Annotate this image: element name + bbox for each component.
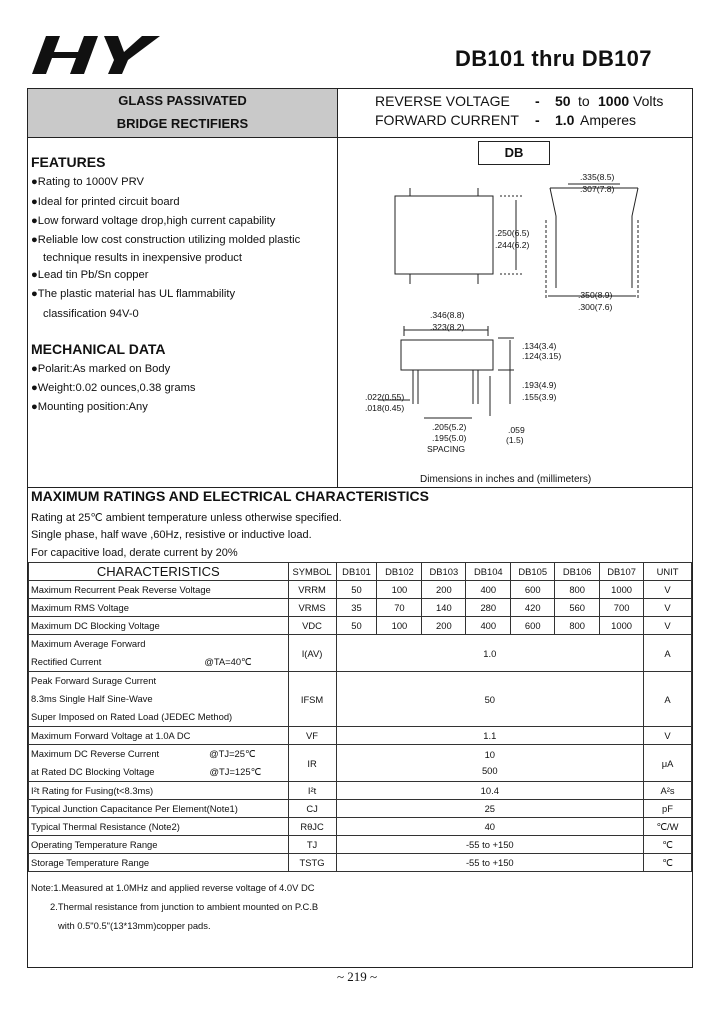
header-cell: DB107	[600, 563, 644, 581]
dim-label: .059	[508, 425, 525, 435]
dim-label: .300(7.6)	[578, 302, 613, 312]
product-type-line1: GLASS PASSIVATED	[118, 93, 247, 108]
header-cell: DB103	[422, 563, 466, 581]
dim-label: .193(4.9)	[522, 380, 557, 390]
header-cell: SYMBOL	[288, 563, 336, 581]
dim-label: .250(6.5)	[495, 228, 530, 238]
mechanical-item: ●Polarit:As marked on Body	[31, 363, 171, 375]
table-row: Maximum Recurrent Peak Reverse Voltage VRRM 50 100 200 400 600 800 1000 V	[29, 581, 692, 599]
header-cell: DB106	[555, 563, 600, 581]
dim-label: .124(3.15)	[522, 351, 562, 361]
header-cell: UNIT	[644, 563, 692, 581]
mechanical-item: ●Mounting position:Any	[31, 401, 148, 413]
table-row: Typical Junction Capacitance Per Element(Note1) CJ 25 pF	[29, 800, 692, 818]
note-line: with 0.5"0.5"(13*13mm)copper pads.	[58, 920, 211, 931]
ratings-line: Rating at 25℃ ambient temperature unless otherwise specified.	[31, 512, 342, 524]
dim-label: .244(6.2)	[495, 240, 530, 250]
dim-label: .307(7.8)	[580, 184, 615, 194]
table-row: Typical Thermal Resistance (Note2) RθJC 40 ℃/W	[29, 818, 692, 836]
note-line: Note:1.Measured at 1.0MHz and applied reverse voltage of 4.0V DC	[31, 882, 315, 893]
dim-label: .350(8.9)	[578, 290, 613, 300]
dim-label: SPACING	[427, 444, 466, 454]
table-row: Operating Temperature Range TJ -55 to +150 ℃	[29, 836, 692, 854]
dim-label: .346(8.8)	[430, 310, 465, 320]
table-header-row	[29, 563, 692, 581]
dim-label: .195(5.0)	[432, 433, 467, 443]
dim-label: .323(8.2)	[430, 322, 465, 332]
dim-label: .335(8.5)	[580, 172, 615, 182]
feature-item: ●The plastic material has UL flammability	[31, 288, 236, 300]
ratings-line: Single phase, half wave ,60Hz, resistive or inductive load.	[31, 529, 312, 541]
feature-item: ●Ideal for printed circuit board	[31, 196, 180, 208]
dim-label: .022(0.55)	[365, 392, 405, 402]
features-title: FEATURES	[31, 154, 106, 170]
dim-label: .205(5.2)	[432, 422, 467, 432]
header-cell: CHARACTERISTICS	[29, 563, 289, 581]
header-cell: DB104	[466, 563, 511, 581]
product-type-line2: BRIDGE RECTIFIERS	[116, 116, 249, 131]
header-cell: DB101	[336, 563, 377, 581]
feature-item: technique results in inexpensive product	[43, 252, 243, 264]
reverse-voltage-spec: REVERSE VOLTAGE - 50 to 1000 Volts	[375, 93, 664, 109]
table-row: Peak Forward Surage Current 8.3ms Single Half Sine-Wave Super Imposed on Rated Load (JEDEC Method) IFSM 50 A	[29, 672, 692, 727]
company-logo	[28, 30, 168, 80]
package-label: DB	[478, 141, 550, 165]
dim-label: .155(3.9)	[522, 392, 557, 402]
dim-label: (1.5)	[506, 435, 524, 445]
dim-label: .018(0.45)	[365, 403, 405, 413]
page-number: ~ 219 ~	[337, 969, 378, 984]
table-row: Storage Temperature Range TSTG -55 to +150 ℃	[29, 854, 692, 872]
table-row: I²t Rating for Fusing(t<8.3ms) I²t 10.4 A²s	[29, 782, 692, 800]
header-divider	[28, 137, 692, 138]
dimensions-caption: Dimensions in inches and (millimeters)	[420, 474, 592, 485]
feature-item: ●Low forward voltage drop,high current capability	[31, 215, 276, 227]
ratings-line: For capacitive load, derate current by 20%	[31, 547, 238, 559]
page-title: DB101 thru DB107	[455, 46, 652, 71]
mechanical-title: MECHANICAL DATA	[31, 341, 166, 357]
table-row: Maximum Average Forward Rectified Current @TA=40℃ I(AV) 1.0 A	[29, 635, 692, 672]
product-type-header	[28, 89, 338, 138]
ratings-title: MAXIMUM RATINGS AND ELECTRICAL CHARACTERISTICS	[31, 488, 429, 504]
dim-label: .134(3.4)	[522, 341, 557, 351]
header-cell: DB105	[511, 563, 555, 581]
note-line: 2.Thermal resistance from junction to ambient mounted on P.C.B	[50, 901, 319, 912]
table-row: Maximum DC Blocking Voltage VDC 50 100 200 400 600 800 1000 V	[29, 617, 692, 635]
table-row: Maximum DC Reverse Current @TJ=25℃ at Rated DC Blocking Voltage @TJ=125℃ IR 10 500 μA	[29, 745, 692, 782]
table-row: Maximum RMS Voltage VRMS 35 70 140 280 420 560 700 V	[29, 599, 692, 617]
mechanical-item: ●Weight:0.02 ounces,0.38 grams	[31, 382, 196, 394]
header-cell: DB102	[377, 563, 422, 581]
feature-item: ●Lead tin Pb/Sn copper	[31, 269, 149, 281]
feature-item: classification 94V-0	[43, 308, 139, 320]
feature-item: ●Reliable low cost construction utilizing molded plastic	[31, 234, 301, 246]
forward-current-spec: FORWARD CURRENT - 1.0 Amperes	[375, 112, 637, 128]
feature-item: ●Rating to 1000V PRV	[31, 176, 144, 188]
table-row: Maximum Forward Voltage at 1.0A DC VF 1.1 V	[29, 727, 692, 745]
ratings-table	[28, 562, 692, 872]
